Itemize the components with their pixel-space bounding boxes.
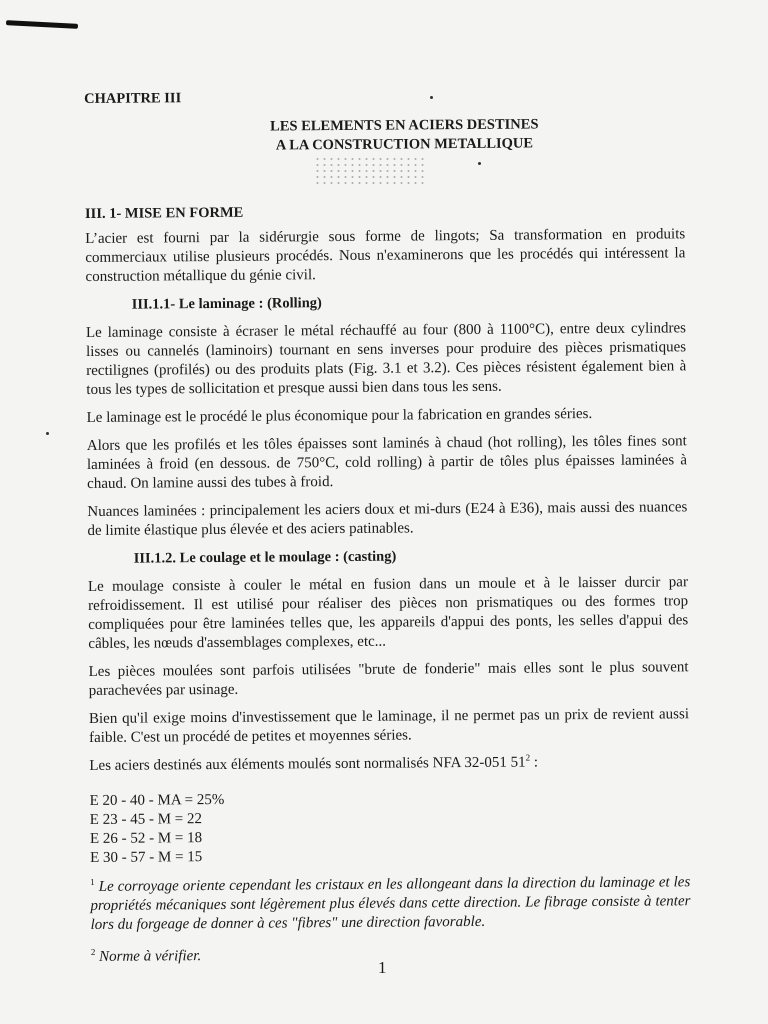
laminage-paragraph-2: Le laminage est le procédé le plus économique pour la fabrication en grandes séries. (86, 406, 593, 426)
steel-grade-item: E 26 - 52 - M = 18 (89, 830, 203, 847)
steel-grade-item: E 23 - 45 - M = 22 (89, 811, 203, 828)
footnote-ref-2: 2 (525, 752, 531, 763)
laminage-paragraph-3: Alors que les profilés et les tôles épaisses sont laminés à chaud (hot rolling), les tôles fines sont laminées à froid (en dessous. de 750°C, cold rolling) à partir de tôles plus épaisses laminées à chaud. On lamine aussi des tubes à froid. (86, 433, 688, 492)
moulage-paragraph-4-end: : (530, 754, 539, 771)
steel-grade-item: E 30 - 57 - M = 15 (90, 849, 203, 866)
moulage-paragraph-3: Bien qu'il exige moins d'investissement que le laminage, il ne permet pas un prix de revient aussi faible. C'est un procédé de petites et moyennes séries. (88, 706, 690, 746)
footnote-2-mark: 2 (90, 946, 96, 957)
intro-paragraph: L’acier est fourni par la sidérurgie sous forme de lingots; Sa transformation en produits commerciaux utilise plusieurs procédés. Nous n'examinerons que les procédés qui intéressent la construction métallique du génie civil. (85, 226, 686, 285)
document-title (84, 114, 684, 157)
footnote-1-text: Le corroyage oriente cependant les cristaux en les allongeant dans la direction du laminage et les propriétés mécaniques sont légèrement plus élevés dans cette direction. Le fibrage consiste à tenter lors du forgeage de donner à ces "fibres" une direction favorable. (90, 874, 691, 933)
moulage-paragraph-4-text: Les aciers destinés aux éléments moulés sont normalisés NFA 32-051 51 (89, 754, 526, 774)
title-line-2: A LA CONSTRUCTION METALLIQUE (275, 135, 534, 154)
subsection-heading-moulage: III.1.2. Le coulage et le moulage : (casting) (133, 548, 397, 567)
footnote-1-mark: 1 (90, 876, 95, 887)
steel-grade-item: E 20 - 40 - MA = 25% (89, 791, 225, 809)
title-line-1: LES ELEMENTS EN ACIERS DESTINES (270, 116, 539, 135)
moulage-paragraph-2: Les pièces moulées sont parfois utilisées "brute de fonderie" mais elles sont le plus souvent parachevées par usinage. (88, 659, 689, 699)
laminage-paragraph-4: Nuances laminées : principalement les aciers doux et mi-durs (E24 à E36), mais aussi des nuances de limite élastique plus élevée et des aciers patinables. (87, 499, 688, 539)
moulage-paragraph-4 (89, 752, 689, 776)
footnote-2 (91, 938, 691, 967)
scan-artifact-stroke (6, 20, 78, 29)
scan-artifact-dot (46, 432, 49, 435)
subsection-heading-laminage: III.1.1- Le laminage : (Rolling) (131, 295, 322, 313)
footnote-2-text: Norme à vérifier. (95, 948, 202, 965)
page-number: 1 (378, 958, 387, 977)
footnote-1 (90, 873, 690, 935)
steel-grade-list (90, 787, 691, 868)
document-body (84, 81, 691, 967)
chapter-label: CHAPITRE III (84, 90, 182, 107)
section-heading: III. 1- MISE EN FORME (84, 204, 244, 222)
laminage-paragraph-1: Le laminage consiste à écraser le métal réchauffé au four (800 à 1100°C), entre deux cylindres lisses ou cannelés (laminoirs) tournant en sens inverses pour produire des pièces prismatiques rectilignes (profilés) ou des produits plats (Fig. 3.1 et 3.2). Ces pièces résistent également bien à tous les types de sollicitation et presque aussi bien dans tous les sens. (85, 320, 687, 398)
moulage-paragraph-1: Le moulage consiste à couler le métal en fusion dans un moule et à le laisser durcir par refroidissement. Il est utilisé pour réaliser des pièces non prismatiques ou des formes trop compliquées pour être laminées telles que, les appareils d'appui des ponts, les selles d'appui des câbles, les nœuds d'assemblages complexes, etc... (87, 574, 689, 652)
